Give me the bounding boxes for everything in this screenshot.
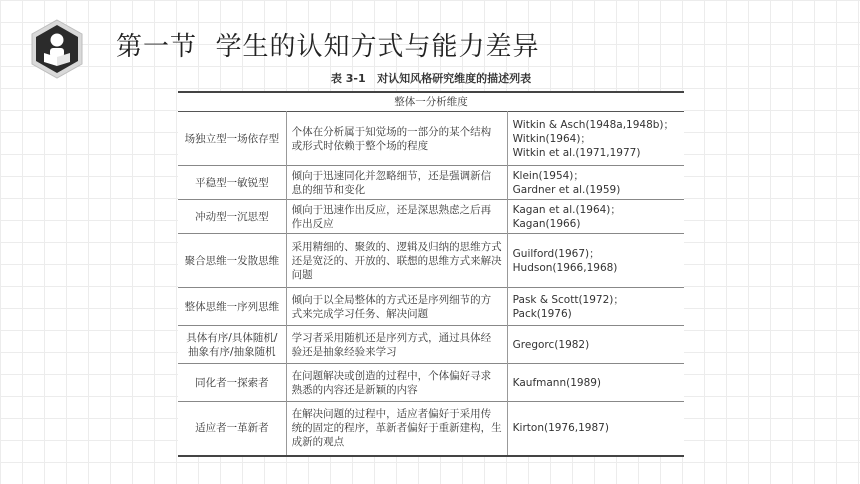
description-cell bbox=[286, 402, 507, 456]
table-row bbox=[178, 402, 684, 456]
description-cell-line: 息的细节和变化 bbox=[291, 183, 366, 196]
references-cell-line: Pask & Scott(1972)； bbox=[512, 293, 624, 306]
dimension-cell bbox=[178, 288, 286, 326]
table-row bbox=[178, 200, 684, 234]
references-cell-line: Kaufmann(1989) bbox=[512, 376, 602, 389]
description-cell-line: 成新的观点 bbox=[291, 436, 345, 449]
table-row bbox=[178, 364, 684, 402]
dimension-cell-line: 适应者一革新者 bbox=[195, 422, 269, 435]
table-row bbox=[178, 166, 684, 200]
page-title: 第一节 学生的认知方式与能力差异 bbox=[116, 32, 540, 62]
description-cell-line: 采用精细的、聚敛的、逻辑及归纳的思维方式 bbox=[291, 240, 502, 253]
description-cell-line: 式来完成学习任务、解决问题 bbox=[291, 307, 429, 320]
references-cell-line: Witkin(1964)； bbox=[512, 132, 591, 145]
description-cell bbox=[286, 200, 507, 234]
description-cell bbox=[286, 166, 507, 200]
references-cell bbox=[507, 112, 684, 166]
description-cell-line: 学习者采用随机还是序列方式，通过具体经 bbox=[291, 331, 492, 344]
description-cell-line: 验还是抽象经验来学习 bbox=[291, 345, 397, 358]
references-cell-line: Kirton(1976,1987) bbox=[512, 422, 609, 435]
dimension-cell bbox=[178, 200, 286, 234]
dimension-cell bbox=[178, 326, 286, 364]
description-cell bbox=[286, 364, 507, 402]
description-cell-line: 或形式时依赖于整个场的程度 bbox=[291, 139, 429, 152]
references-cell-line: Hudson(1966,1968) bbox=[512, 261, 618, 274]
dimension-cell-line: 场独立型一场依存型 bbox=[184, 132, 280, 145]
dimension-cell bbox=[178, 234, 286, 288]
description-cell-line: 倾向于迅速同化并忽略细节，还是强调新信 bbox=[291, 169, 492, 182]
description-cell bbox=[286, 234, 507, 288]
description-cell-line: 个体在分析属于知觉场的一部分的某个结构 bbox=[291, 125, 492, 138]
table-row bbox=[178, 234, 684, 288]
references-cell-line: Gardner et al.(1959) bbox=[512, 183, 621, 196]
table-row bbox=[178, 288, 684, 326]
dimension-cell-line: 冲动型一沉思型 bbox=[195, 210, 269, 223]
description-cell bbox=[286, 326, 507, 364]
references-cell-line: Kagan(1966) bbox=[512, 217, 581, 230]
dimension-cell-line: 平稳型一敏锐型 bbox=[195, 176, 269, 189]
cognitive-style-table bbox=[178, 91, 684, 457]
dimension-cell-line: 具体有序/具体随机/ bbox=[186, 331, 278, 344]
references-cell-line: Kagan et al.(1964)； bbox=[512, 203, 621, 216]
description-cell-line: 在问题解决或创造的过程中，个体偏好寻求 bbox=[291, 369, 492, 382]
references-cell-line: Witkin & Asch(1948a,1948b)； bbox=[512, 118, 675, 131]
references-cell-line: Witkin et al.(1971,1977) bbox=[512, 146, 641, 159]
table-caption: 表 3-1 对认知风格研究维度的描述列表 bbox=[330, 72, 532, 85]
dimension-cell-line: 同化者一探索者 bbox=[195, 376, 269, 389]
dimension-cell bbox=[178, 402, 286, 456]
dimension-cell-line: 聚合思维一发散思维 bbox=[184, 254, 280, 267]
description-cell-line: 在解决问题的过程中，适应者偏好于采用传 bbox=[291, 408, 492, 421]
student-reading-icon bbox=[26, 18, 88, 80]
references-cell-line: Gregorc(1982) bbox=[512, 338, 590, 351]
description-cell-line: 还是宽泛的、开放的、联想的思维方式来解决 bbox=[291, 254, 502, 267]
description-cell-line: 问题 bbox=[291, 268, 313, 281]
dimension-cell bbox=[178, 112, 286, 166]
description-cell-line: 熟悉的内容还是新颖的内容 bbox=[291, 383, 418, 396]
logo-badge bbox=[26, 18, 88, 80]
description-cell bbox=[286, 112, 507, 166]
table-row bbox=[178, 112, 684, 166]
references-cell bbox=[507, 402, 684, 456]
description-cell bbox=[286, 288, 507, 326]
references-cell-line: Pack(1976) bbox=[512, 307, 572, 320]
dimension-cell bbox=[178, 166, 286, 200]
dimension-cell-line: 抽象有序/抽象随机 bbox=[188, 345, 276, 358]
table-row bbox=[178, 326, 684, 364]
table-header-cell: 整体一分析维度 bbox=[394, 96, 468, 108]
description-cell-line: 作出反应 bbox=[291, 217, 334, 230]
description-cell-line: 统的固定的程序，革新者偏好于重新建构，生 bbox=[291, 422, 502, 435]
references-cell bbox=[507, 200, 684, 234]
references-cell bbox=[507, 364, 684, 402]
references-cell bbox=[507, 234, 684, 288]
references-cell bbox=[507, 288, 684, 326]
references-cell-line: Guilford(1967)； bbox=[512, 247, 600, 260]
table-header-row bbox=[178, 92, 684, 112]
references-cell-line: Klein(1954)； bbox=[512, 169, 584, 182]
dimension-cell-line: 整体思维一序列思维 bbox=[184, 300, 280, 313]
references-cell bbox=[507, 326, 684, 364]
description-cell-line: 倾向于迅速作出反应，还是深思熟虑之后再 bbox=[291, 203, 492, 216]
dimension-cell bbox=[178, 364, 286, 402]
description-cell-line: 倾向于以全局整体的方式还是序列细节的方 bbox=[291, 293, 492, 306]
references-cell bbox=[507, 166, 684, 200]
